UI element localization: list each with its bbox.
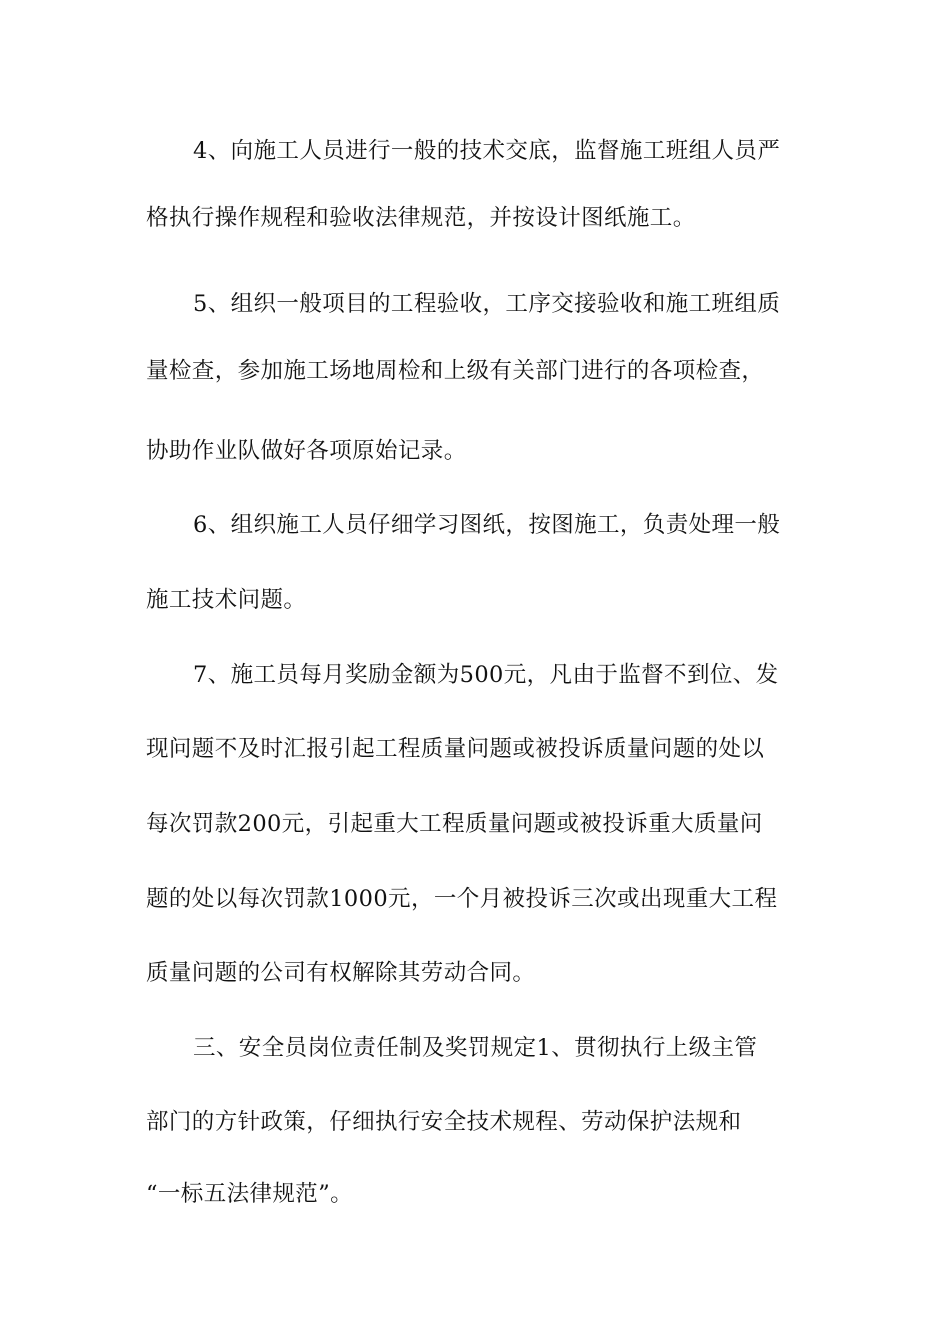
paragraph-7-line-3: 每次罚款200元，引起重大工程质量问题或被投诉重大质量问 — [146, 811, 763, 837]
paragraph-5-line-1: 5、组织一般项目的工程验收，工序交接验收和施工班组质 — [193, 291, 781, 317]
paragraph-4-line-2: 格执行操作规程和验收法律规范，并按设计图纸施工。 — [146, 205, 696, 231]
paragraph-4-line-1: 4、向施工人员进行一般的技术交底，监督施工班组人员严 — [193, 138, 781, 164]
paragraph-7-line-1: 7、施工员每月奖励金额为500元，凡由于监督不到位、发 — [193, 662, 779, 688]
section-3-line-2: 部门的方针政策，仔细执行安全技术规程、劳动保护法规和 — [146, 1109, 742, 1135]
paragraph-6-line-1: 6、组织施工人员仔细学习图纸，按图施工，负责处理一般 — [193, 512, 781, 538]
paragraph-7-line-4: 题的处以每次罚款1000元，一个月被投诉三次或出现重大工程 — [146, 886, 778, 912]
section-3-line-3: “一标五法律规范”。 — [146, 1181, 354, 1207]
paragraph-7-line-5: 质量问题的公司有权解除其劳动合同。 — [146, 960, 536, 986]
paragraph-5-line-3: 协助作业队做好各项原始记录。 — [146, 438, 467, 464]
paragraph-5-line-2: 量检查，参加施工场地周检和上级有关部门进行的各项检查， — [146, 358, 765, 384]
paragraph-7-line-2: 现问题不及时汇报引起工程质量问题或被投诉质量问题的处以 — [146, 736, 765, 762]
section-3-line-1: 三、安全员岗位责任制及奖罚规定1、贯彻执行上级主管 — [193, 1035, 758, 1061]
paragraph-6-line-2: 施工技术问题。 — [146, 587, 307, 613]
